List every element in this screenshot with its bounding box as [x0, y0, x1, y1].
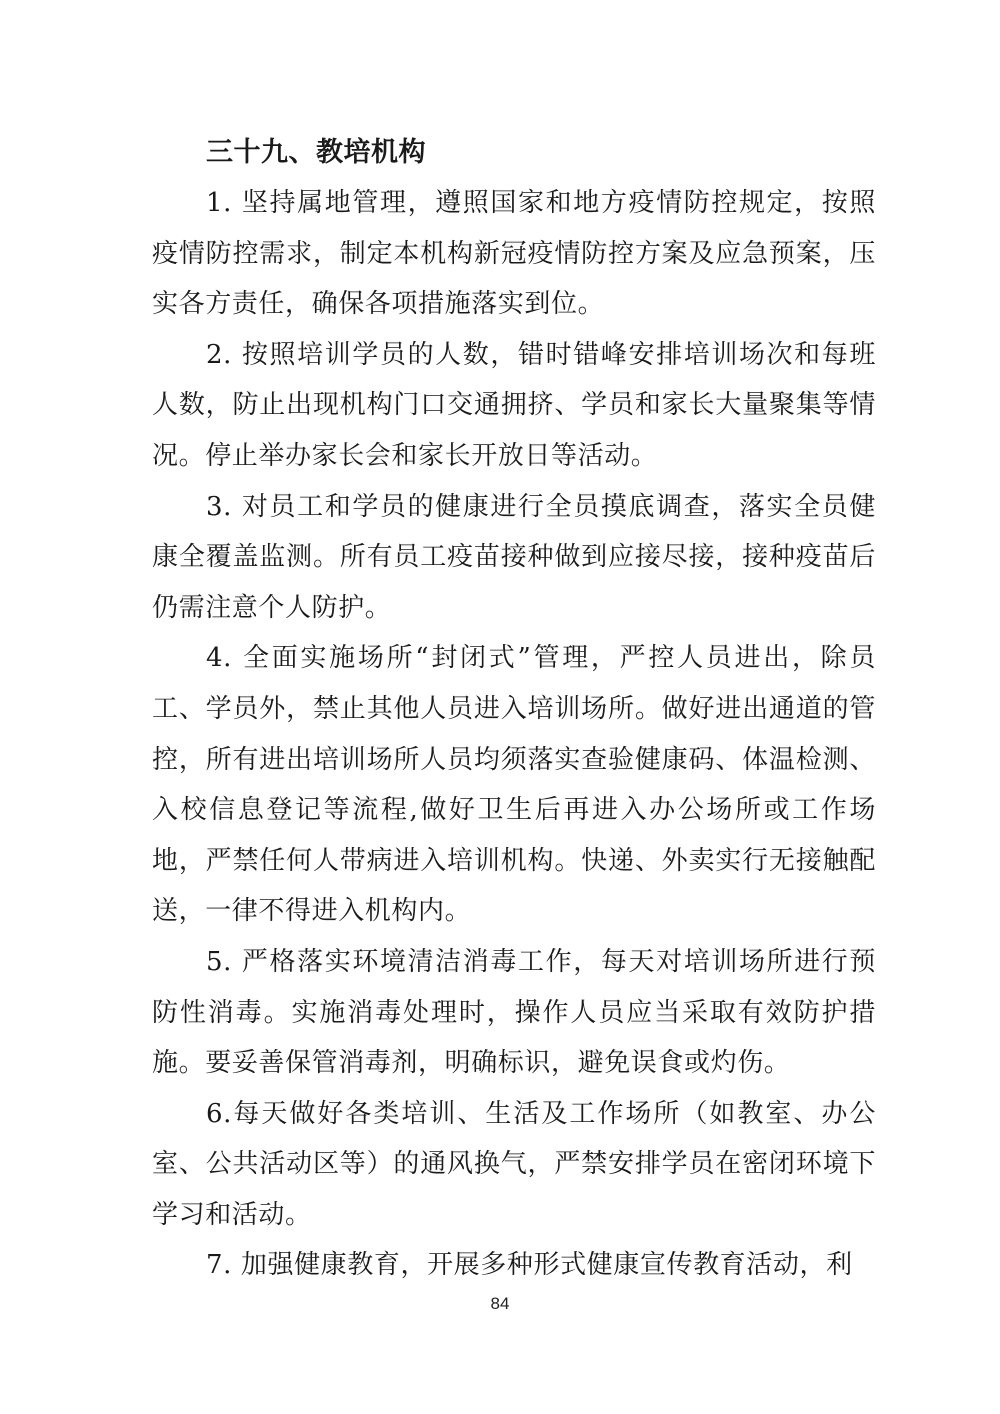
document-body — [152, 128, 876, 1291]
paragraph-5: 5. 严格落实环境清洁消毒工作，每天对培训场所进行预防性消毒。实施消毒处理时，操作人员应当采取有效防护措施。要妥善保管消毒剂，明确标识，避免误食或灼伤。 — [152, 946, 876, 1079]
paragraph-2: 2. 按照培训学员的人数，错时错峰安排培训场次和每班人数，防止出现机构门口交通拥挤、学员和家长大量聚集等情况。停止举办家长会和家长开放日等活动。 — [152, 339, 876, 471]
paragraph-3: 3. 对员工和学员的健康进行全员摸底调查，落实全员健康全覆盖监测。所有员工疫苗接种做到应接尽接，接种疫苗后仍需注意个人防护。 — [152, 491, 876, 623]
paragraph-6: 6.每天做好各类培训、生活及工作场所（如教室、办公室、公共活动区等）的通风换气，严禁安排学员在密闭环境下学习和活动。 — [152, 1098, 876, 1230]
page-number: 84 — [490, 1294, 510, 1313]
paragraph-7: 7. 加强健康教育，开展多种形式健康宣传教育活动，利 — [206, 1250, 853, 1281]
paragraph-4: 4. 全面实施场所“封闭式”管理，严控人员进出，除员工、学员外，禁止其他人员进入培训场所。做好进出通道的管控，所有进出培训场所人员均须落实查验健康码、体温检测、入校信息登记等流程,做好卫生后再进入办公场所或工作场地，严禁任何人带病进入培训机构。快递、外卖实行无接触配送，一律不得进入机构内。 — [152, 643, 876, 927]
paragraph-1: 1. 坚持属地管理，遵照国家和地方疫情防控规定，按照疫情防控需求，制定本机构新冠疫情防控方案及应急预案，压实各方责任，确保各项措施落实到位。 — [152, 188, 876, 320]
section-heading: 三十九、教培机构 — [206, 137, 426, 168]
